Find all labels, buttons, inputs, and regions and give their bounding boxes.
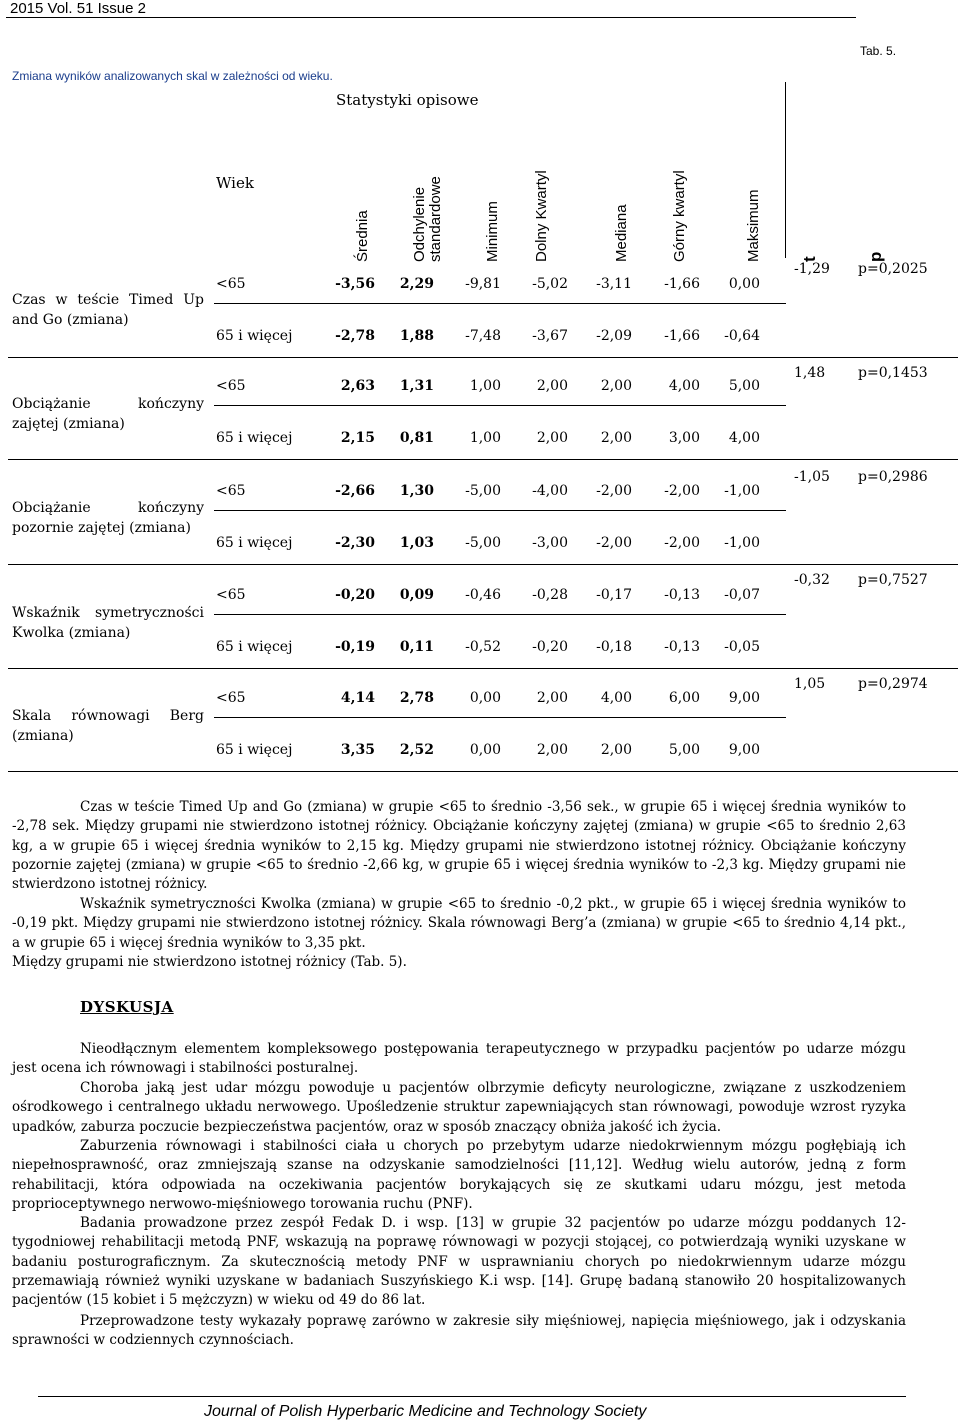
table-cell: -1,66 bbox=[664, 276, 700, 292]
header-divider bbox=[6, 17, 856, 18]
table-cell: 2,00 bbox=[536, 690, 568, 706]
table-cell: 2,00 bbox=[536, 742, 568, 758]
table-cell: -1,00 bbox=[724, 535, 760, 551]
table-cell: 1,30 bbox=[399, 483, 434, 499]
journal-footer: Journal of Polish Hyperbaric Medicine and Technology Society bbox=[204, 1403, 647, 1420]
table-cell: -0,13 bbox=[664, 587, 700, 603]
table-cell: 4,14 bbox=[340, 690, 375, 706]
age-group: 65 i więcej bbox=[216, 328, 293, 344]
table-cell: 2,00 bbox=[600, 430, 632, 446]
table-cell: 2,29 bbox=[399, 276, 434, 292]
table-cell: 9,00 bbox=[728, 742, 760, 758]
table-cell: 2,00 bbox=[600, 742, 632, 758]
table-cell: -2,00 bbox=[664, 535, 700, 551]
table-cell: -0,07 bbox=[724, 587, 760, 603]
table-cell: 2,63 bbox=[340, 378, 375, 394]
t-value: -0,32 bbox=[794, 572, 830, 588]
table-cell: 4,00 bbox=[600, 690, 632, 706]
table-cell: 0,81 bbox=[399, 430, 434, 446]
row-divider bbox=[214, 303, 786, 304]
p-value: p=0,1453 bbox=[858, 365, 928, 381]
table-cell: -0,52 bbox=[465, 639, 501, 655]
table-number: Tab. 5. bbox=[860, 44, 897, 58]
group-label: Obciążanie kończyny pozornie zajętej (zmiana) bbox=[12, 500, 204, 536]
table-cell: -2,09 bbox=[596, 328, 632, 344]
table-cell: 3,00 bbox=[668, 430, 700, 446]
summary-paragraph-3: Między grupami nie stwierdzono istotnej różnicy (Tab. 5). bbox=[12, 954, 407, 970]
table-cell: -3,56 bbox=[335, 276, 375, 292]
age-group: <65 bbox=[216, 276, 246, 292]
t-value: 1,05 bbox=[794, 676, 826, 692]
table-cell: 4,00 bbox=[668, 378, 700, 394]
table-cell: -0,20 bbox=[335, 587, 375, 603]
column-header-3: Minimum bbox=[484, 201, 501, 262]
p-value: p=0,2986 bbox=[858, 469, 928, 485]
table-cell: 1,88 bbox=[399, 328, 434, 344]
table-cell: -5,00 bbox=[465, 535, 501, 551]
column-header-2: Odchylenie standardowe bbox=[411, 176, 444, 262]
table-cell: 0,11 bbox=[399, 639, 434, 655]
table-cell: -0,18 bbox=[596, 639, 632, 655]
discussion-paragraph-3: Zaburzenia równowagi i stabilności ciała u chorych po przebytym udarze niedokrwiennym mózgu pogłębiają ich niepełnosprawność, oraz zmniejszają szanse na odzyskanie samodzielności [11,12]. Według wielu autorów, jedną z form rehabilitacji, która odpowiada na oczekiwania pacjentów borykających się ze skutkami udaru mózgu, jest metoda proprioceptywnego nerwowo-mięśniowego torowania ruchu (PNF). bbox=[12, 1138, 906, 1212]
table-cell: 3,35 bbox=[340, 742, 375, 758]
table-cell: 1,31 bbox=[399, 378, 434, 394]
group-label: Obciążanie kończyny zajętej (zmiana) bbox=[12, 396, 204, 432]
t-value: -1,29 bbox=[794, 261, 830, 277]
table-cell: 2,78 bbox=[399, 690, 434, 706]
p-header: p bbox=[866, 251, 885, 262]
table-cell: -5,00 bbox=[465, 483, 501, 499]
table-cell: 0,09 bbox=[399, 587, 434, 603]
age-group: <65 bbox=[216, 690, 246, 706]
table-cell: -1,66 bbox=[664, 328, 700, 344]
discussion-paragraph-1: Nieodłącznym elementem kompleksowego postępowania terapeutycznego w przypadku pacjentów po udarze mózgu jest ocena ich równowagi i stabilności posturalnej. bbox=[12, 1041, 906, 1077]
column-header-7: Maksimum bbox=[745, 189, 762, 262]
table-cell: 2,15 bbox=[340, 430, 375, 446]
table-cell: -0,46 bbox=[465, 587, 501, 603]
table-cell: -2,66 bbox=[335, 483, 375, 499]
table-cell: 2,00 bbox=[536, 430, 568, 446]
table-cell: -2,00 bbox=[664, 483, 700, 499]
column-header-1: Średnia bbox=[354, 210, 371, 262]
table-cell: -0,28 bbox=[532, 587, 568, 603]
table-cell: 0,00 bbox=[728, 276, 760, 292]
table-cell: 2,00 bbox=[600, 378, 632, 394]
t-value: -1,05 bbox=[794, 469, 830, 485]
age-group: <65 bbox=[216, 483, 246, 499]
t-header: t bbox=[800, 256, 819, 262]
group-label: Wskaźnik symetryczności Kwolka (zmiana) bbox=[12, 605, 204, 641]
table-cell: -2,30 bbox=[335, 535, 375, 551]
table-cell: -1,00 bbox=[724, 483, 760, 499]
table-cell: 0,00 bbox=[469, 742, 501, 758]
discussion-paragraph-4: Badania prowadzone przez zespół Fedak D. i wsp. [13] w grupie 32 pacjentów po udarze mózgu poddanych 12-tygodniowej rehabilitacji metodą PNF, wskazują na poprawę równowagi w pozycji stojącej, co potwierdzają wyniki uzyskane w badaniu posturograficznym. Za skutecznością metody PNF w usprawnianiu chorych po niedokrwiennym udarze mózgu przemawiają również wyniki uzyskane w badaniach Suszyńskiego K.i wsp. [14]. Grupę badaną stanowiło 20 hospitalizowanych pacjentów (15 kobiet i 5 mężczyzn) w wieku od 49 do 86 lat. bbox=[12, 1215, 906, 1309]
table-cell: -3,11 bbox=[596, 276, 632, 292]
age-group: 65 i więcej bbox=[216, 535, 293, 551]
p-value: p=0,7527 bbox=[858, 572, 928, 588]
table-cell: 2,52 bbox=[399, 742, 434, 758]
table-cell: -0,13 bbox=[664, 639, 700, 655]
footer-divider bbox=[38, 1396, 906, 1397]
table-cell: 5,00 bbox=[668, 742, 700, 758]
table-cell: -3,00 bbox=[532, 535, 568, 551]
table-cell: 9,00 bbox=[728, 690, 760, 706]
p-value: p=0,2974 bbox=[858, 676, 928, 692]
group-label: Skala równowagi Berg (zmiana) bbox=[12, 708, 204, 744]
table-right-border bbox=[785, 82, 786, 258]
table-cell: 1,00 bbox=[469, 378, 501, 394]
group-divider bbox=[8, 668, 958, 669]
age-group: <65 bbox=[216, 378, 246, 394]
row-divider bbox=[214, 614, 786, 615]
column-header-5: Mediana bbox=[613, 204, 630, 262]
table-subcaption: Statystyki opisowe bbox=[336, 91, 479, 109]
group-label: Czas w teście Timed Up and Go (zmiana) bbox=[12, 292, 204, 328]
table-cell: 4,00 bbox=[728, 430, 760, 446]
table-cell: -2,00 bbox=[596, 483, 632, 499]
table-cell: 0,00 bbox=[469, 690, 501, 706]
column-header-6: Górny kwartyl bbox=[671, 170, 688, 262]
table-cell: -3,67 bbox=[532, 328, 568, 344]
p-value: p=0,2025 bbox=[858, 261, 928, 277]
row-divider bbox=[214, 717, 786, 718]
table-cell: -0,05 bbox=[724, 639, 760, 655]
t-value: 1,48 bbox=[794, 365, 826, 381]
issue-header: 2015 Vol. 51 Issue 2 bbox=[10, 0, 146, 17]
row-divider bbox=[214, 405, 786, 406]
age-group: 65 i więcej bbox=[216, 430, 293, 446]
discussion-paragraph-2: Choroba jaką jest udar mózgu powoduje u pacjentów olbrzymie deficyty neurologiczne, związane z uszkodzeniem ośrodkowego i centralnego układu nerwowego. Upośledzenie struktur zapewniających stan równowagi, powoduje wzrost ryzyka upadków, zaburza poczucie bezpieczeństwa pacjentów, oraz w sposób znaczący obniża jakość ich życia. bbox=[12, 1080, 906, 1135]
table-cell: 5,00 bbox=[728, 378, 760, 394]
column-header-4: Dolny Kwartyl bbox=[533, 170, 550, 262]
table-cell: -2,78 bbox=[335, 328, 375, 344]
table-cell: 1,03 bbox=[399, 535, 434, 551]
age-column-header: Wiek bbox=[216, 174, 254, 192]
table-cell: -0,20 bbox=[532, 639, 568, 655]
group-divider bbox=[8, 357, 958, 358]
section-heading-dyskusja: DYSKUSJA bbox=[80, 998, 174, 1016]
table-cell: -4,00 bbox=[532, 483, 568, 499]
discussion-paragraph-5: Przeprowadzone testy wykazały poprawę zarówno w zakresie siły mięśniowej, napięcia mięśniowego, jak i odzyskania sprawności w codziennych czynnościach. bbox=[12, 1313, 906, 1349]
table-cell: -5,02 bbox=[532, 276, 568, 292]
table-cell: 1,00 bbox=[469, 430, 501, 446]
age-group: 65 i więcej bbox=[216, 639, 293, 655]
table-cell: -7,48 bbox=[465, 328, 501, 344]
group-divider bbox=[8, 771, 958, 772]
table-caption: Zmiana wyników analizowanych skal w zależności od wieku. bbox=[12, 69, 333, 83]
table-cell: 2,00 bbox=[536, 378, 568, 394]
group-divider bbox=[8, 459, 958, 460]
summary-paragraph-1: Czas w teście Timed Up and Go (zmiana) w grupie <65 to średnio -3,56 sek., w grupie 65 i więcej średnia wyników to -2,78 sek. Między grupami nie stwierdzono istotnej różnicy. Obciążanie kończyny zajętej (zmiana) w grupie <65 to średnio 2,63 kg, a w grupie 65 i więcej średnia wyników to 2,15 kg. Między grupami nie stwierdzono istotnej różnicy. Obciążanie kończyny pozornie zajętej (zmiana) w grupie <65 to średnio -2,66 kg, w grupie 65 i więcej średnia wyników to -2,3 kg. Między grupami nie stwierdzono istotnej różnicy. bbox=[12, 799, 906, 893]
table-cell: -2,00 bbox=[596, 535, 632, 551]
age-group: <65 bbox=[216, 587, 246, 603]
row-divider bbox=[214, 510, 786, 511]
group-divider bbox=[8, 564, 958, 565]
table-cell: 6,00 bbox=[668, 690, 700, 706]
summary-paragraph-2: Wskaźnik symetryczności Kwolka (zmiana) w grupie <65 to średnio -0,2 pkt., w grupie 65 i więcej średnia wyników to -0,19 pkt. Między grupami nie stwierdzono istotnej różnicy. Skala równowagi Berg’a (zmiana) w grupie <65 to średnio 4,14 pkt., a w grupie 65 i więcej średnia wyników to 3,35 pkt. bbox=[12, 896, 906, 951]
age-group: 65 i więcej bbox=[216, 742, 293, 758]
table-cell: -0,19 bbox=[335, 639, 375, 655]
table-cell: -9,81 bbox=[465, 276, 501, 292]
table-cell: -0,64 bbox=[724, 328, 760, 344]
table-cell: -0,17 bbox=[596, 587, 632, 603]
